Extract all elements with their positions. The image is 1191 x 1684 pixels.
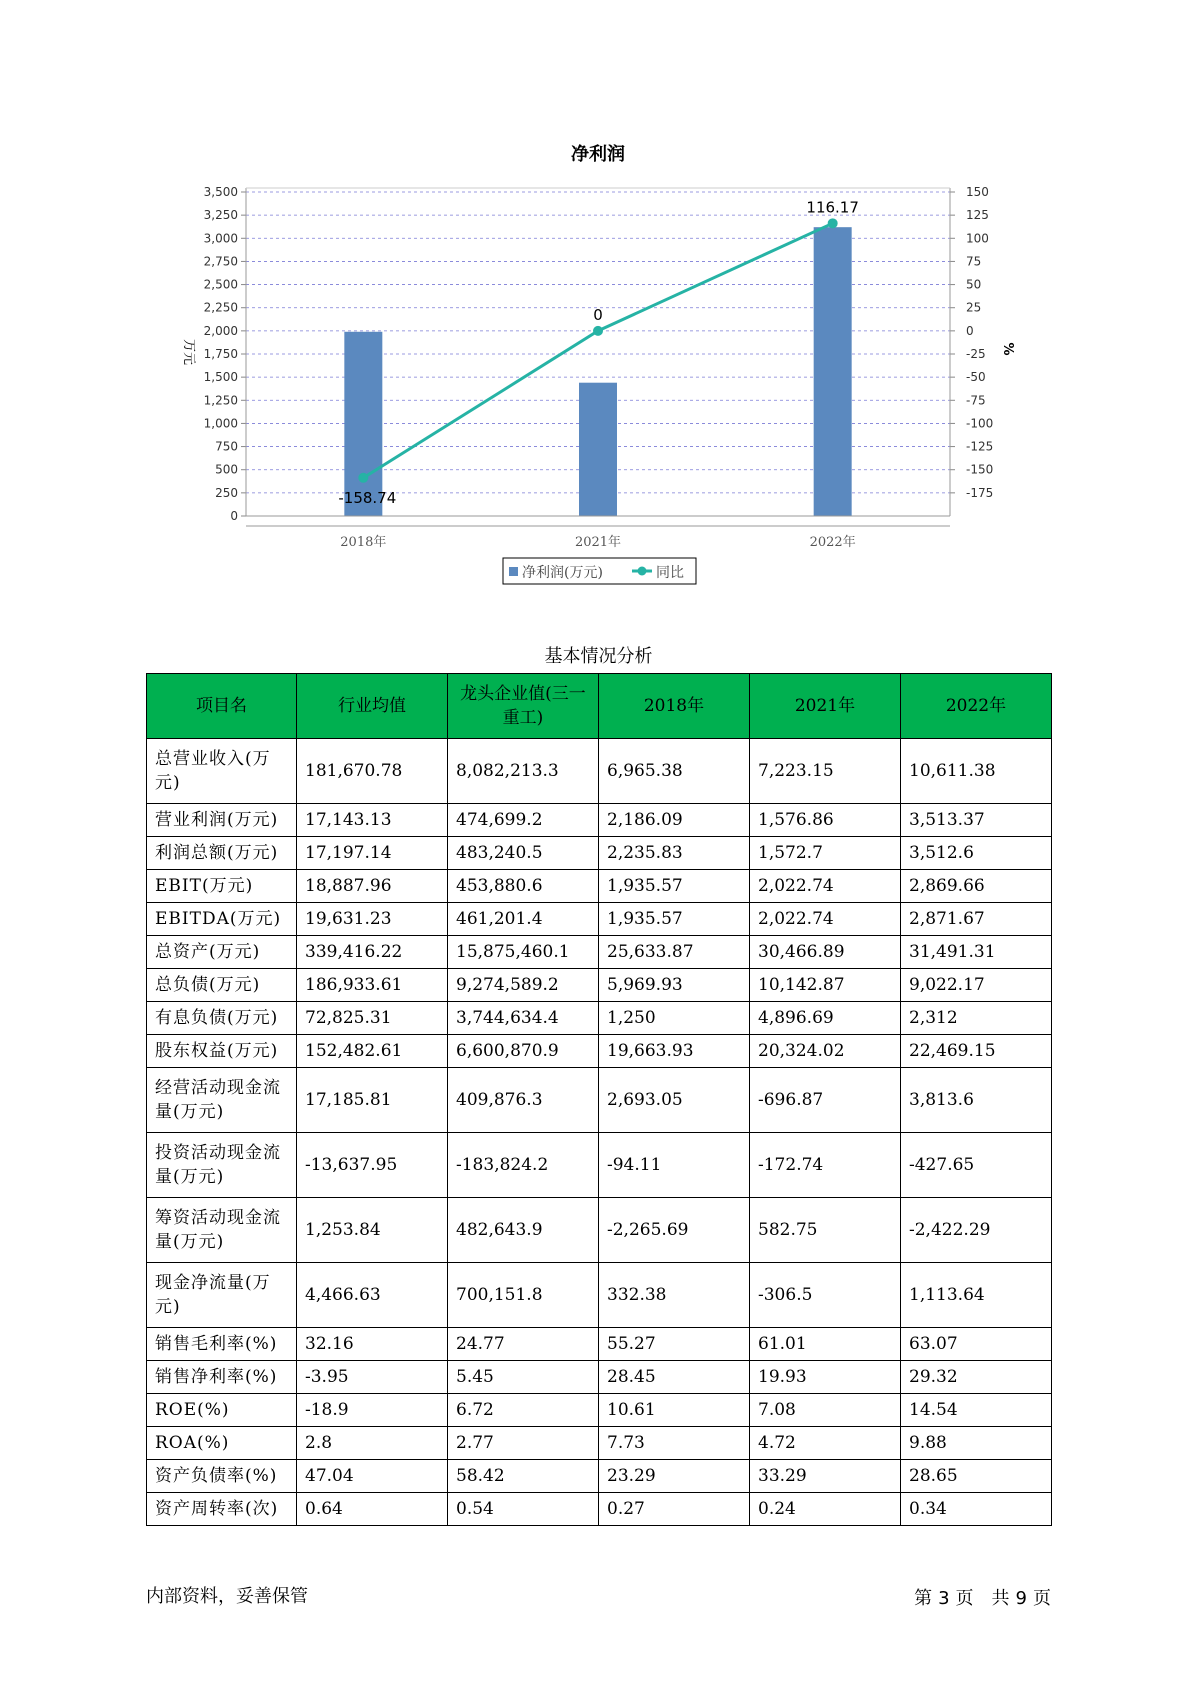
value-cell: 3,512.6 — [901, 837, 1052, 870]
value-cell: 474,699.2 — [448, 804, 599, 837]
value-cell: 0.24 — [750, 1493, 901, 1526]
yoy-point — [593, 326, 603, 336]
y-tick-label: 1,000 — [203, 416, 238, 431]
legend-bar-label: 净利润(万元) — [522, 565, 603, 581]
table-row — [147, 1328, 1052, 1361]
value-cell: 1,113.64 — [901, 1263, 1052, 1328]
value-cell: 4.72 — [750, 1427, 901, 1460]
y2-axis-label: % — [1000, 342, 1015, 356]
page-mid: 页 — [955, 1588, 974, 1609]
bar-series — [344, 227, 851, 516]
value-cell: 6.72 — [448, 1394, 599, 1427]
table-row — [147, 1263, 1052, 1328]
table-row — [147, 936, 1052, 969]
value-cell: 30,466.89 — [750, 936, 901, 969]
value-cell: 7.08 — [750, 1394, 901, 1427]
row-label-cell: 投资活动现金流量(万元) — [147, 1133, 297, 1198]
legend-line-label: 同比 — [656, 565, 684, 581]
value-cell: 6,965.38 — [599, 739, 750, 804]
value-cell: 0.64 — [297, 1493, 448, 1526]
row-label-cell: 营业利润(万元) — [147, 804, 297, 837]
y-tick-label: 0 — [230, 509, 238, 523]
value-cell: 15,875,460.1 — [448, 936, 599, 969]
total-pages: 9 — [1015, 1588, 1027, 1609]
y-tick-label: 2,000 — [203, 323, 238, 338]
value-cell: 4,466.63 — [297, 1263, 448, 1328]
value-cell: 3,513.37 — [901, 804, 1052, 837]
row-label-cell: EBITDA(万元) — [147, 903, 297, 936]
value-cell: 332.38 — [599, 1263, 750, 1328]
table-row — [147, 1361, 1052, 1394]
row-label-cell: 现金净流量(万元) — [147, 1263, 297, 1328]
table-row — [147, 1133, 1052, 1198]
y2-tick-label: 125 — [966, 208, 989, 223]
value-cell: 181,670.78 — [297, 739, 448, 804]
value-cell: 339,416.22 — [297, 936, 448, 969]
table-row — [147, 1427, 1052, 1460]
value-cell: 2,235.83 — [599, 837, 750, 870]
value-cell: 1,572.7 — [750, 837, 901, 870]
table-row — [147, 1394, 1052, 1427]
value-cell: 700,151.8 — [448, 1263, 599, 1328]
value-cell: 6,600,870.9 — [448, 1035, 599, 1068]
value-cell: 9,274,589.2 — [448, 969, 599, 1002]
y2-tick-label: -125 — [966, 439, 994, 454]
row-label-cell: 总营业收入(万元) — [147, 739, 297, 804]
yoy-data-label: 0 — [593, 305, 603, 324]
table-body — [147, 739, 1052, 1526]
value-cell: -3.95 — [297, 1361, 448, 1394]
total-suffix: 页 — [1033, 1588, 1051, 1609]
value-cell: 1,935.57 — [599, 870, 750, 903]
table-caption: 基本情况分析 — [544, 646, 653, 667]
value-cell: -13,637.95 — [297, 1133, 448, 1198]
table-row — [147, 1460, 1052, 1493]
table-row — [147, 969, 1052, 1002]
y-tick-label: 750 — [215, 439, 238, 454]
value-cell: 25,633.87 — [599, 936, 750, 969]
value-cell: -696.87 — [750, 1068, 901, 1133]
y2-tick-label: -50 — [966, 370, 986, 385]
y2-tick-label: 25 — [966, 300, 982, 315]
y2-tick-label: 150 — [966, 185, 989, 199]
yoy-data-label: -158.74 — [338, 488, 397, 507]
y-tick-label: 1,250 — [203, 393, 238, 408]
column-header: 项目名 — [147, 674, 297, 739]
row-label-cell: 筹资活动现金流量(万元) — [147, 1198, 297, 1263]
column-header: 2018年 — [599, 674, 750, 739]
yoy-point — [828, 218, 838, 228]
value-cell: 17,143.13 — [297, 804, 448, 837]
value-cell: 7.73 — [599, 1427, 750, 1460]
row-label-cell: 利润总额(万元) — [147, 837, 297, 870]
row-label-cell: 总负债(万元) — [147, 969, 297, 1002]
row-label-cell: 总资产(万元) — [147, 936, 297, 969]
column-header: 龙头企业值(三一重工) — [448, 674, 599, 739]
row-label-cell: EBIT(万元) — [147, 870, 297, 903]
value-cell: 2,871.67 — [901, 903, 1052, 936]
value-cell: 22,469.15 — [901, 1035, 1052, 1068]
value-cell: -427.65 — [901, 1133, 1052, 1198]
y-tick-label: 1,750 — [203, 347, 238, 361]
y-tick-label: 2,500 — [203, 277, 238, 292]
value-cell: 17,197.14 — [297, 837, 448, 870]
value-cell: 2,022.74 — [750, 903, 901, 936]
value-cell: 409,876.3 — [448, 1068, 599, 1133]
value-cell: 55.27 — [599, 1328, 750, 1361]
row-label-cell: ROA(%) — [147, 1427, 297, 1460]
value-cell: 2,693.05 — [599, 1068, 750, 1133]
table-header-row — [147, 674, 1052, 739]
value-cell: -94.11 — [599, 1133, 750, 1198]
row-label-cell: 股东权益(万元) — [147, 1035, 297, 1068]
y2-tick-label: 75 — [966, 254, 982, 269]
value-cell: 33.29 — [750, 1460, 901, 1493]
value-cell: 20,324.02 — [750, 1035, 901, 1068]
y-tick-label: 500 — [215, 462, 238, 477]
table-row — [147, 870, 1052, 903]
value-cell: 58.42 — [448, 1460, 599, 1493]
y-axis-label: 万元 — [181, 338, 196, 366]
value-cell: 28.45 — [599, 1361, 750, 1394]
value-cell: -18.9 — [297, 1394, 448, 1427]
value-cell: 0.27 — [599, 1493, 750, 1526]
value-cell: 1,576.86 — [750, 804, 901, 837]
value-cell: 32.16 — [297, 1328, 448, 1361]
value-cell: 63.07 — [901, 1328, 1052, 1361]
value-cell: 483,240.5 — [448, 837, 599, 870]
value-cell: 0.34 — [901, 1493, 1052, 1526]
y2-tick-label: -175 — [966, 485, 994, 500]
value-cell: 47.04 — [297, 1460, 448, 1493]
y-tick-label: 3,500 — [203, 185, 238, 199]
value-cell: 2,186.09 — [599, 804, 750, 837]
y-tick-label: 1,500 — [203, 370, 238, 385]
value-cell: 29.32 — [901, 1361, 1052, 1394]
value-cell: 4,896.69 — [750, 1002, 901, 1035]
value-cell: -2,265.69 — [599, 1198, 750, 1263]
legend-bar-swatch — [509, 567, 518, 576]
table-row — [147, 1068, 1052, 1133]
value-cell: 5,969.93 — [599, 969, 750, 1002]
value-cell: 8,082,213.3 — [448, 739, 599, 804]
value-cell: 61.01 — [750, 1328, 901, 1361]
value-cell: 2,869.66 — [901, 870, 1052, 903]
value-cell: 19,663.93 — [599, 1035, 750, 1068]
yoy-point — [358, 473, 368, 483]
value-cell: 482,643.9 — [448, 1198, 599, 1263]
chart-legend — [503, 558, 696, 584]
row-label-cell: 资产负债率(%) — [147, 1460, 297, 1493]
yoy-data-label: 116.17 — [806, 198, 859, 217]
table-row — [147, 1198, 1052, 1263]
value-cell: 10,142.87 — [750, 969, 901, 1002]
y-tick-label: 2,250 — [203, 300, 238, 315]
table-row — [147, 739, 1052, 804]
value-cell: 17,185.81 — [297, 1068, 448, 1133]
table-row — [147, 1493, 1052, 1526]
footer-page-indicator — [908, 1584, 1051, 1610]
y-tick-label: 3,000 — [203, 231, 238, 246]
y2-tick-label: -25 — [966, 347, 986, 361]
value-cell: 1,935.57 — [599, 903, 750, 936]
table-row — [147, 804, 1052, 837]
y2-tick-label: -100 — [966, 416, 994, 431]
value-cell: 10,611.38 — [901, 739, 1052, 804]
value-cell: 14.54 — [901, 1394, 1052, 1427]
total-prefix: 共 — [991, 1588, 1010, 1609]
value-cell: 0.54 — [448, 1493, 599, 1526]
row-label-cell: 经营活动现金流量(万元) — [147, 1068, 297, 1133]
value-cell: 23.29 — [599, 1460, 750, 1493]
page-number: 3 — [938, 1588, 950, 1609]
value-cell: 2.77 — [448, 1427, 599, 1460]
row-label-cell: 有息负债(万元) — [147, 1002, 297, 1035]
value-cell: 3,813.6 — [901, 1068, 1052, 1133]
y2-tick-label: -150 — [966, 462, 994, 477]
value-cell: 19,631.23 — [297, 903, 448, 936]
page-prefix: 第 — [914, 1588, 933, 1609]
x-tick-label: 2018年 — [340, 535, 387, 550]
y-tick-label: 3,250 — [203, 208, 238, 223]
value-cell: -172.74 — [750, 1133, 901, 1198]
value-cell: 9,022.17 — [901, 969, 1052, 1002]
y-tick-label: 250 — [215, 485, 238, 500]
y2-tick-label: 50 — [966, 277, 982, 292]
x-tick-label: 2021年 — [574, 535, 622, 550]
value-cell: 1,250 — [599, 1002, 750, 1035]
value-cell: 453,880.6 — [448, 870, 599, 903]
value-cell: 7,223.15 — [750, 739, 901, 804]
value-cell: 9.88 — [901, 1427, 1052, 1460]
y-tick-label: 2,750 — [203, 254, 238, 269]
column-header: 2021年 — [750, 674, 901, 739]
row-label-cell: 销售净利率(%) — [147, 1361, 297, 1394]
bar — [579, 383, 617, 516]
net-profit-chart — [0, 0, 1191, 600]
value-cell: -2,422.29 — [901, 1198, 1052, 1263]
value-cell: 31,491.31 — [901, 936, 1052, 969]
value-cell: 2,022.74 — [750, 870, 901, 903]
bar — [814, 227, 852, 516]
row-label-cell: ROE(%) — [147, 1394, 297, 1427]
value-cell: 5.45 — [448, 1361, 599, 1394]
value-cell: 461,201.4 — [448, 903, 599, 936]
value-cell: 1,253.84 — [297, 1198, 448, 1263]
chart-title: 净利润 — [571, 144, 625, 165]
value-cell: 10.61 — [599, 1394, 750, 1427]
value-cell: 24.77 — [448, 1328, 599, 1361]
table-row — [147, 903, 1052, 936]
value-cell: 19.93 — [750, 1361, 901, 1394]
column-header: 行业均值 — [297, 674, 448, 739]
value-cell: -183,824.2 — [448, 1133, 599, 1198]
value-cell: 18,887.96 — [297, 870, 448, 903]
value-cell: 72,825.31 — [297, 1002, 448, 1035]
table-row — [147, 1035, 1052, 1068]
value-cell: 186,933.61 — [297, 969, 448, 1002]
x-tick-label: 2022年 — [809, 535, 856, 550]
value-cell: 2.8 — [297, 1427, 448, 1460]
value-cell: 3,744,634.4 — [448, 1002, 599, 1035]
value-cell: 2,312 — [901, 1002, 1052, 1035]
y2-tick-label: 100 — [966, 231, 989, 246]
value-cell: -306.5 — [750, 1263, 901, 1328]
value-cell: 582.75 — [750, 1198, 901, 1263]
column-header: 2022年 — [901, 674, 1052, 739]
basic-analysis-table — [146, 673, 1052, 1526]
y2-tick-label: 0 — [966, 323, 974, 338]
y2-tick-label: -75 — [966, 393, 986, 408]
row-label-cell: 资产周转率(次) — [147, 1493, 297, 1526]
value-cell: 28.65 — [901, 1460, 1052, 1493]
legend-line-marker — [638, 567, 647, 576]
table-row — [147, 1002, 1052, 1035]
footer-confidential-note: 内部资料，妥善保管 — [146, 1586, 308, 1607]
row-label-cell: 销售毛利率(%) — [147, 1328, 297, 1361]
table-row — [147, 837, 1052, 870]
value-cell: 152,482.61 — [297, 1035, 448, 1068]
